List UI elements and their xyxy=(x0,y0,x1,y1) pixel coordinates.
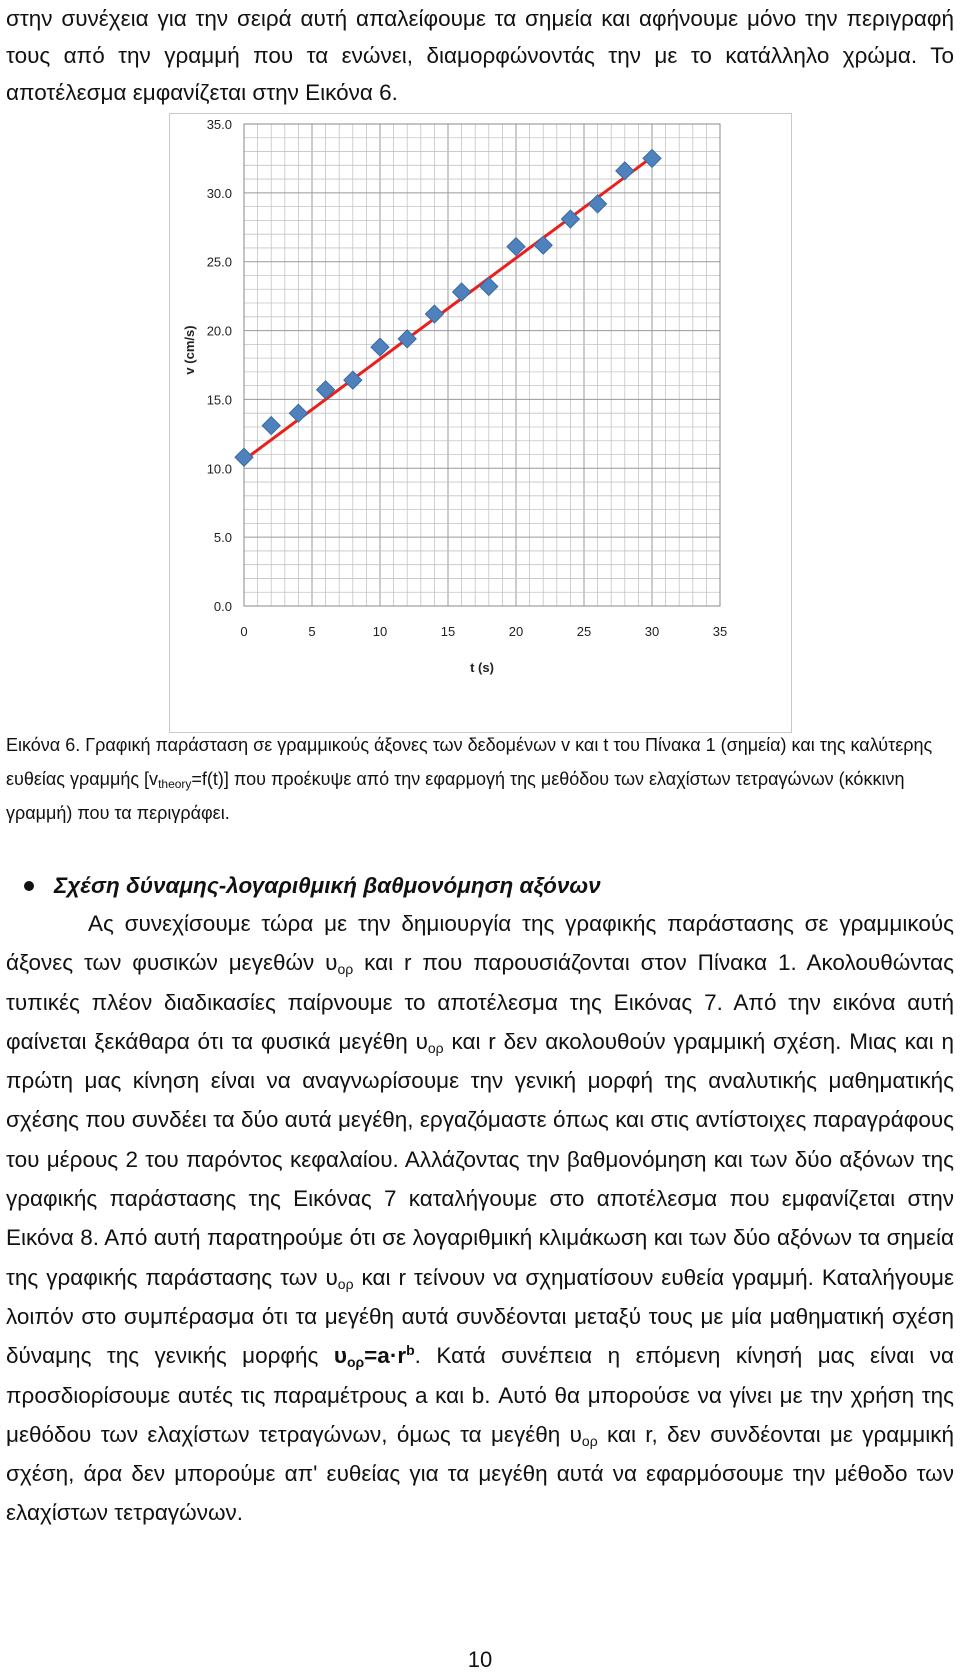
y-tick-label: 30.0 xyxy=(206,185,232,201)
subscript-or: ορ xyxy=(427,1039,444,1056)
bullet-icon xyxy=(24,881,34,891)
subscript-or: ορ xyxy=(581,1432,598,1449)
x-tick-label: 5 xyxy=(308,624,316,639)
data-point xyxy=(453,283,471,301)
data-point xyxy=(262,417,280,435)
formula-u: υ xyxy=(333,1343,347,1369)
y-tick-label: 25.0 xyxy=(206,254,232,270)
y-tick-label: 20.0 xyxy=(206,323,232,339)
figure-6-caption xyxy=(6,728,954,830)
body-text-3: και r δεν ακολουθούν γραμμική σχέση. Μιας και η πρώτη μας κίνηση είναι να αναγνωρίσουμε την γενική μορφή της αναλυτικής μαθηματικής σχέσης που συνδέει τα δύο αυτά μεγέθη, εργαζόμαστε όπως και στις αντίστοιχες παραγράφους του μέρους 2 του παρόντος κεφαλαίου. Αλλάζοντας την βαθμονόμηση και των δύο αξόνων της γραφικής παράστασης της Εικόνας 7 καταλήγουμε στο αποτέλεσμα που εμφανίζεται στην Εικόνα 8. Από αυτή παρατηρούμε ότι σε λογαριθμική κλιμάκωση και των δύο αξόνων τα σημεία της γραφικής παράστασης των υ xyxy=(6,1028,954,1290)
data-point xyxy=(480,278,498,296)
body-text-4: και r τείνουν να σχηματίσουν ευθεία γραμμή. Καταλήγουμε λοιπόν στο συμπέρασμα ότι τα μεγέθη αυτά συνδέονται μεταξύ τους με μία μαθηματική σχέση δύναμης της γενικής μορφής xyxy=(6,1264,955,1369)
data-point xyxy=(425,305,443,323)
figure-6-chart xyxy=(169,113,792,733)
data-point xyxy=(643,149,661,167)
plot-area xyxy=(244,124,720,606)
velocity-time-chart xyxy=(170,114,790,731)
power-law-formula xyxy=(333,1342,415,1371)
formula-exponent: b xyxy=(406,1342,415,1359)
x-tick-label: 0 xyxy=(240,624,248,639)
section-title: Σχέση δύναμης-λογαριθμική βαθμονόμηση αξόνων xyxy=(54,873,601,898)
x-tick-label: 15 xyxy=(440,624,456,639)
x-tick-label: 25 xyxy=(576,624,592,639)
x-tick-label: 35 xyxy=(712,624,728,639)
body-text-2: και r που παρουσιάζονται στον Πίνακα 1. Ακολουθώντας τυπικές πλέον διαδικασίες παίρνουμε το αποτέλεσμα της Εικόνας 7. Από την εικόνα αυτή φαίνεται ξεκάθαρα ότι τα φυσικά μεγέθη υ xyxy=(6,950,954,1054)
y-axis-title: v (cm/s) xyxy=(182,325,197,375)
data-point xyxy=(534,236,552,254)
body-text-1: Ας συνεχίσουμε τώρα με την δημιουργία της γραφικής παράστασης σε γραμμικούς άξονες των φυσικών μεγεθών υ xyxy=(6,911,954,976)
data-point xyxy=(616,162,634,180)
x-axis-title: t (s) xyxy=(470,660,494,675)
body-text-5: . Κατά συνέπεια η επόμενη κίνησή μας είναι να προσδιορίσουμε αυτές τις παραμέτρους a και b. Αυτό θα μπορούσε να γίνει με την χρήση της μεθόδου των ελαχίστων τετραγώνων, όμως τα μεγέθη υ xyxy=(6,1343,954,1447)
body-text-6: και r, δεν συνδέονται με γραμμική σχέση, άρα δεν μπορούμε απ' ευθείας για τα μεγέθη αυτά να εφαρμόσουμε την μέθοδο των ελαχίστων τετραγώνων. xyxy=(6,1421,954,1526)
y-tick-label: 15.0 xyxy=(206,392,232,408)
subscript-or: ορ xyxy=(337,961,354,978)
formula-eq: =a·r xyxy=(364,1343,407,1369)
y-tick-label: 0.0 xyxy=(213,599,232,614)
data-point xyxy=(289,404,307,422)
x-tick-label: 20 xyxy=(508,624,524,639)
data-point xyxy=(589,195,607,213)
caption-text-1: Εικόνα 6. Γραφική παράσταση σε γραμμικούς άξονες των δεδομένων v και t του Πίνακα 1 (σημεία) και της καλύτερης ευθείας γραμμής [v xyxy=(6,735,933,789)
body-paragraph xyxy=(6,904,954,1533)
y-tick-label: 5.0 xyxy=(213,530,232,546)
y-tick-label: 35.0 xyxy=(206,117,232,132)
intro-paragraph: στην συνέχεια για την σειρά αυτή απαλείφουμε τα σημεία και αφήνουμε μόνο την περιγραφή τους από την γραμμή που τα ενώνει, διαμορφώνοντάς την με το κατάλληλο χρώμα. Το αποτέλεσμα εμφανίζεται στην Εικόνα 6. xyxy=(6,6,954,105)
subscript-or: ορ xyxy=(337,1275,354,1292)
data-point xyxy=(235,448,253,466)
caption-text-2: =f(t)] που προέκυψε από την εφαρμογή της μεθόδου των ελαχίστων τετραγώνων (κόκκινη γραμμή) που τα περιγράφει. xyxy=(6,769,905,823)
x-tick-label: 10 xyxy=(372,624,388,639)
page-number: 10 xyxy=(467,1647,493,1672)
y-tick-label: 10.0 xyxy=(206,461,232,477)
formula-subscript: ορ xyxy=(346,1354,365,1371)
x-tick-label: 30 xyxy=(644,624,660,639)
caption-subscript: theory xyxy=(158,777,192,791)
